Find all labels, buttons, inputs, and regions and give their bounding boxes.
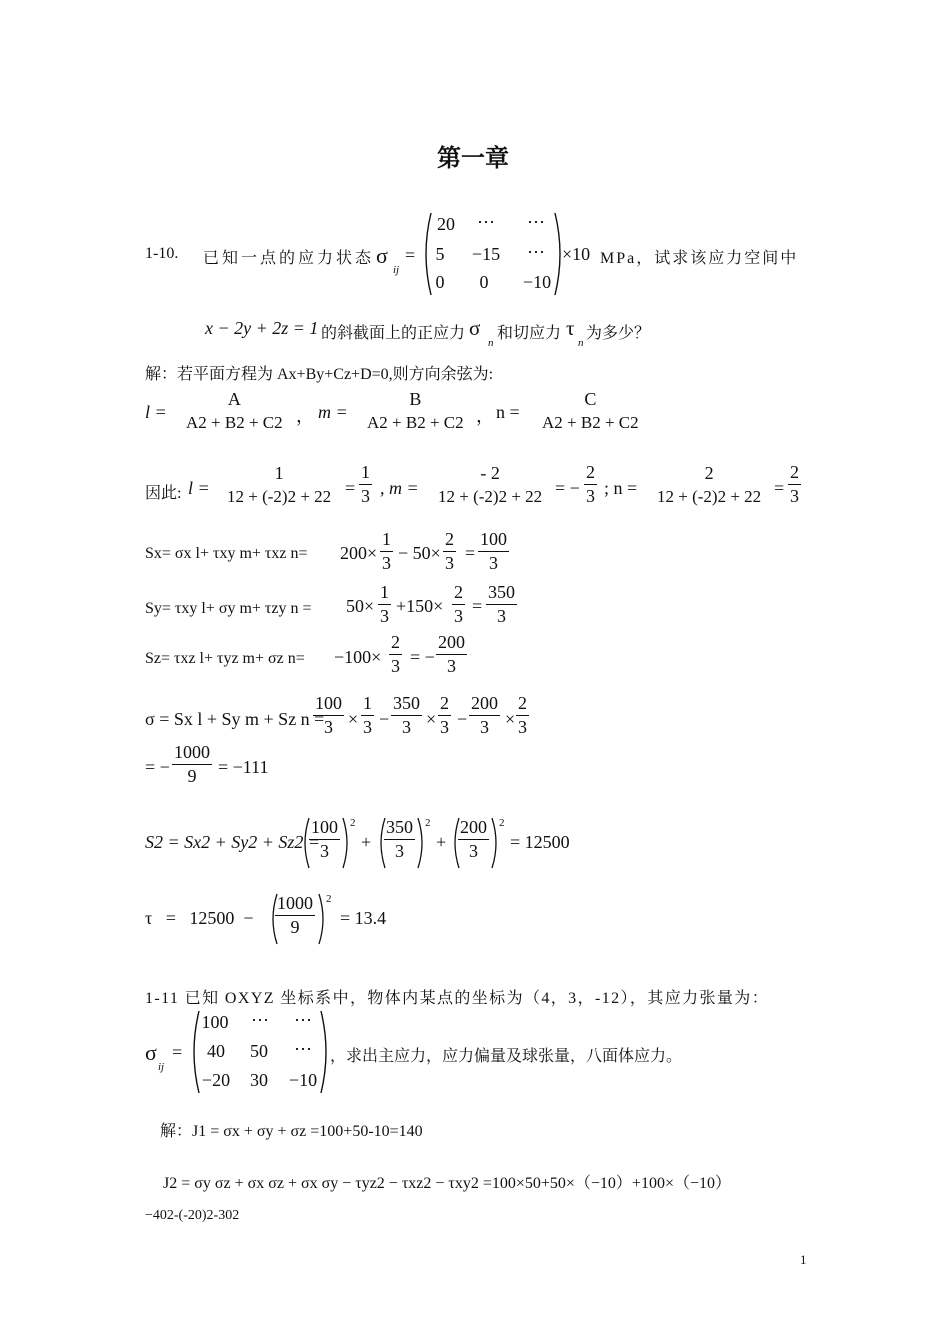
sx-term-b: − 50×	[398, 543, 441, 563]
equals-sign: =	[774, 478, 785, 498]
fraction-bar	[469, 715, 500, 716]
sigma-calc-frac-c	[391, 694, 422, 737]
matrix-cell: −15	[471, 244, 501, 264]
fraction-denominator: 3	[382, 552, 391, 573]
fraction-bar	[389, 654, 402, 655]
sigma-calc-frac-f	[516, 694, 529, 737]
fraction-bar	[788, 484, 801, 485]
fraction-denominator: 3	[320, 840, 329, 861]
times-ten: ×10	[562, 244, 591, 264]
sz-lhs: Sz= τxz l+ τyz m+ σz n=	[145, 650, 305, 667]
m-value-fraction	[584, 463, 597, 506]
fraction-bar	[486, 604, 517, 605]
sy-lhs: Sy= τxy l+ σy m+ τzy n =	[145, 600, 312, 617]
sy-term-b: +150×	[396, 596, 444, 616]
fraction-numerator: 2	[445, 529, 454, 549]
matrix-cell: 40	[207, 1041, 225, 1061]
times-sign: ×	[505, 709, 516, 729]
fraction-denominator: 3	[391, 655, 400, 676]
sx-term-a: 200×	[340, 543, 378, 563]
matrix-cell: ⋯	[477, 212, 495, 232]
fraction-denominator: 3	[447, 655, 456, 676]
fraction-numerator: 1	[363, 693, 372, 713]
fraction-bar	[359, 484, 372, 485]
fraction-numerator: - 2	[480, 463, 500, 483]
comma: ，	[296, 406, 314, 426]
plane-equation: x − 2y + 2z = 1	[205, 318, 319, 338]
fraction-numerator: 1	[380, 582, 389, 602]
fraction-numerator: 100	[315, 693, 342, 713]
fraction-bar	[443, 551, 456, 552]
fraction-denominator: 3	[445, 552, 454, 573]
n-general-fraction	[540, 390, 641, 432]
matrix-cell: 50	[250, 1041, 268, 1061]
square-exponent: 2	[326, 893, 332, 905]
fraction-numerator: 2	[391, 632, 400, 652]
minus-sign: −	[379, 709, 390, 729]
sy-result-fraction	[486, 583, 517, 626]
m-label-2: , m =	[380, 478, 419, 498]
fraction-bar	[378, 604, 391, 605]
l-label: l =	[145, 402, 167, 422]
problem-1-10-intro: 已知一点的应力状态	[203, 250, 375, 267]
matrix-cell: ⋯	[294, 1039, 312, 1059]
sx-frac-1	[380, 530, 393, 573]
equals-negative: = −	[555, 478, 580, 498]
matrix-cell: ⋯	[527, 212, 545, 232]
solution-intro: 解：若平面方程为 Ax+By+Cz+D=0,则方向余弦为:	[145, 366, 494, 383]
m-specific-fraction	[436, 464, 544, 506]
problem-1-11-statement: 1-11 已知 OXYZ 坐标系中，物体内某点的坐标为（4，3，-12），其应力张量为：	[145, 990, 770, 1007]
fraction-denominator: A2 + B2 + C2	[367, 412, 464, 432]
sigma-n-subscript: n	[488, 337, 494, 349]
fraction-numerator: 1000	[174, 742, 210, 762]
sy-frac-2	[452, 583, 465, 626]
fraction-numerator: C	[584, 389, 597, 409]
s-squared-lhs: S2 = Sx2 + Sy2 + Sz2 =	[145, 832, 321, 852]
matrix-cell: 100	[201, 1012, 229, 1032]
sz-frac-1	[389, 633, 402, 676]
sigma-result-value: = −111	[218, 757, 269, 777]
sigma-result-fraction	[172, 743, 212, 786]
l-label-2: l =	[188, 478, 210, 498]
fraction-numerator: 200	[471, 693, 498, 713]
ask-how-much: 为多少？	[586, 325, 651, 342]
fraction-bar	[313, 715, 344, 716]
fraction-denominator: 3	[480, 716, 489, 737]
sigma-calc-frac-e	[469, 694, 500, 737]
s2-frac-z	[458, 818, 489, 861]
fraction-denominator: A2 + B2 + C2	[186, 412, 283, 432]
m-general-fraction	[365, 390, 466, 432]
matrix-cell: 20	[437, 214, 455, 234]
fraction-denominator: 9	[290, 916, 300, 937]
fraction-bar	[384, 839, 415, 840]
equals-sign: =	[465, 543, 476, 563]
j1-equation: 解：J1 = σx + σy + σz =100+50-10=140	[160, 1123, 423, 1140]
fraction-bar	[391, 715, 422, 716]
stress-matrix-1-10	[432, 212, 556, 296]
fraction-numerator: 2	[440, 693, 449, 713]
fraction-numerator: 2	[454, 582, 463, 602]
fraction-numerator: 350	[386, 817, 413, 837]
n-value-fraction	[788, 463, 801, 506]
fraction-denominator: 9	[187, 765, 197, 786]
fraction-numerator: 350	[488, 582, 515, 602]
sigma-subscript: ij	[393, 264, 400, 276]
fraction-denominator: 3	[489, 552, 498, 573]
s2-frac-y	[384, 818, 415, 861]
sz-term-a: −100×	[334, 647, 382, 667]
fraction-denominator: 3	[454, 605, 463, 626]
sigma-calc-frac-d	[438, 694, 451, 737]
sz-term-b: = −	[410, 647, 435, 667]
tau-lhs: τ = 12500 −	[145, 908, 254, 928]
fraction-denominator: 3	[497, 605, 506, 626]
fraction-denominator: 12 + (-2)2 + 22	[657, 486, 762, 506]
fraction-bar	[584, 484, 597, 485]
sigma-calc-frac-a	[313, 694, 344, 737]
problem-1-10-label: 1-10.	[145, 245, 179, 262]
square-exponent: 2	[499, 817, 505, 829]
fraction-denominator: 3	[324, 716, 333, 737]
fraction-denominator: 3	[395, 840, 404, 861]
matrix-cell: −10	[288, 1070, 318, 1090]
fraction-bar	[172, 764, 212, 765]
fraction-bar	[309, 839, 340, 840]
problem-1-11-ask: ，求出主应力，应力偏量及球张量，八面体应力。	[330, 1048, 683, 1065]
sy-frac-1	[378, 583, 391, 626]
matrix-cell: ⋯	[527, 242, 545, 262]
fraction-denominator: 3	[363, 716, 372, 737]
problem-1-10-unit-ask: MPa，试求该应力空间中	[600, 250, 799, 267]
fraction-numerator: 200	[460, 817, 487, 837]
comma: ，	[476, 406, 494, 426]
sx-result-fraction	[478, 530, 509, 573]
matrix-cell: −10	[522, 272, 552, 292]
fraction-bar	[436, 654, 467, 655]
sigma-n-symbol: σ	[469, 316, 481, 340]
matrix-cell: ⋯	[251, 1010, 269, 1030]
sigma-result-prefix: = −	[145, 757, 170, 777]
sigma-subscript: ij	[158, 1061, 165, 1073]
sigma-calc-frac-b	[361, 694, 374, 737]
times-sign: ×	[426, 709, 437, 729]
fraction-denominator: 12 + (-2)2 + 22	[438, 486, 543, 506]
sx-lhs: Sx= σx l+ τxy m+ τxz n=	[145, 545, 308, 562]
sz-result-fraction	[436, 633, 467, 676]
equals-sign: =	[345, 478, 356, 498]
fraction-numerator: 2	[790, 462, 799, 482]
fraction-bar	[458, 839, 489, 840]
matrix-cell: ⋯	[294, 1010, 312, 1030]
stress-matrix-1-11	[196, 1010, 322, 1094]
s2-frac-x	[309, 818, 340, 861]
fraction-numerator: B	[409, 389, 422, 409]
n-label: n =	[496, 402, 520, 422]
sy-term-a: 50×	[346, 596, 375, 616]
m-label: m =	[318, 402, 348, 422]
fraction-denominator: 3	[380, 605, 389, 626]
fraction-numerator: 100	[480, 529, 507, 549]
matrix-cell: 30	[250, 1070, 268, 1090]
fraction-numerator: 200	[438, 632, 465, 652]
fraction-bar	[516, 715, 529, 716]
l-value-fraction	[359, 463, 372, 506]
fraction-numerator: 100	[311, 817, 338, 837]
minus-sign: −	[457, 709, 468, 729]
times-sign: ×	[348, 709, 359, 729]
s-squared-result: = 12500	[510, 832, 570, 852]
sigma-calc-lhs: σ = Sx l + Sy m + Sz n =	[145, 709, 325, 729]
fraction-bar	[275, 915, 315, 916]
equals-sign: =	[172, 1042, 183, 1062]
matrix-cell: 0	[479, 272, 489, 292]
fraction-denominator: 3	[361, 485, 370, 506]
therefore-label: 因此:	[145, 485, 182, 502]
fraction-denominator: 3	[402, 716, 411, 737]
equals-sign: =	[405, 245, 416, 265]
page-number: 1	[800, 1252, 807, 1267]
l-specific-fraction	[225, 464, 333, 506]
tau-fraction	[275, 894, 315, 937]
tau-result: = 13.4	[340, 908, 387, 928]
chapter-title: 第一章	[437, 144, 509, 172]
n-specific-fraction	[655, 464, 763, 506]
fraction-bar	[361, 715, 374, 716]
sx-frac-2	[443, 530, 456, 573]
ask-normal-stress: 的斜截面上的正应力	[321, 325, 466, 342]
square-exponent: 2	[350, 817, 356, 829]
fraction-denominator: 3	[469, 840, 478, 861]
ask-shear-stress: 和切应力	[497, 325, 562, 342]
n-label-2: ; n =	[604, 478, 638, 498]
fraction-bar	[452, 604, 465, 605]
fraction-bar	[478, 551, 509, 552]
fraction-numerator: 350	[393, 693, 420, 713]
equals-sign: =	[472, 596, 483, 616]
fraction-numerator: 1000	[277, 893, 313, 913]
fraction-numerator: 2	[704, 463, 714, 483]
fraction-bar	[380, 551, 393, 552]
fraction-denominator: A2 + B2 + C2	[542, 412, 639, 432]
fraction-denominator: 12 + (-2)2 + 22	[227, 486, 332, 506]
plus-sign: +	[436, 832, 447, 852]
j2-continuation: −402-(-20)2-302	[145, 1208, 240, 1223]
l-general-fraction	[184, 390, 285, 432]
fraction-numerator: 1	[382, 529, 391, 549]
tau-n-subscript: n	[578, 337, 584, 349]
fraction-denominator: 3	[440, 716, 449, 737]
sigma-symbol: σ	[145, 1040, 157, 1065]
fraction-numerator: A	[227, 389, 241, 409]
matrix-cell: −20	[201, 1070, 231, 1090]
fraction-numerator: 1	[361, 462, 370, 482]
matrix-cell: 5	[435, 244, 445, 264]
fraction-bar	[438, 715, 451, 716]
sigma-symbol: σ	[376, 243, 388, 268]
matrix-cell: 0	[435, 272, 445, 292]
fraction-numerator: 2	[586, 462, 595, 482]
j2-equation: J2 = σy σz + σx σz + σx σy − τyz2 − τxz2 − τxy2 =100×50+50×（−10）+100×（−10）	[163, 1175, 731, 1192]
fraction-numerator: 1	[274, 463, 284, 483]
plus-sign: +	[361, 832, 372, 852]
square-exponent: 2	[425, 817, 431, 829]
fraction-denominator: 3	[518, 716, 527, 737]
fraction-denominator: 3	[790, 485, 799, 506]
fraction-numerator: 2	[518, 693, 527, 713]
left-paren-icon	[420, 212, 432, 296]
fraction-denominator: 3	[586, 485, 595, 506]
tau-n-symbol: τ	[566, 316, 575, 340]
